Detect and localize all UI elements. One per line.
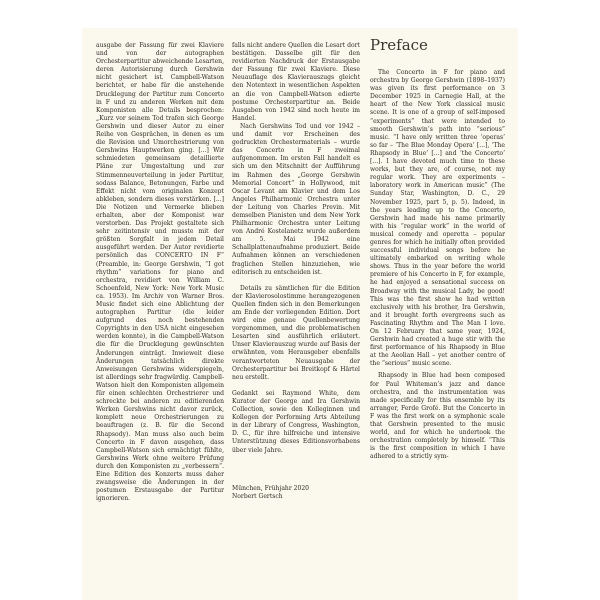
- signature-name: Norbert Gertsch: [232, 492, 283, 500]
- paragraph: falls nicht andere Quellen die Lesart dort bestätigen. Dasselbe gilt für den revidierten Nachdruck der Erstausgabe der Fassung für zwei Klaviere. Diese Neuauflage des Klavierauszugs gleicht den Notentext in wesentlichen Aspekten an die von Campbell-Watson edierte postume Orchesterpartitur an. Beide Ausgaben von 1942 sind noch heute im Handel.: [232, 42, 360, 122]
- book-page: [82, 28, 518, 600]
- paragraph: The Concerto in F for piano and orchestra by George Gershwin (1898–1937) was given its first performance on 3 December 1925 in Carnegie Hall, at the heart of the New York classical music scene. It is one of a group of self-imposed “experiments” that were intended to smooth Gershwin’s path into “serious” music. “I have only written three ‘operas’ so far – ‘The Blue Monday Opera’ [...], ‘The Rhapsody in Blue’ [...] and ‘the Concerto’ [...]. I have devoted much time to these works, but they are, of course, not my regular work. They are experiments – laboratory work in American music” (The Sunday Star, Washington, D. C., 29 November 1925, part 5, p. 5). Indeed, in the years leading up to the Concerto, Gershwin had made his name primarily with his “regular work” in the world of musical comedy and operetta – popular genres for which he initially often provided successful individual songs before he ultimately embarked on writing whole shows. Thus in the year before the world premiere of his Concerto in F, for example, he had enjoyed a sensational success on Broadway with the musical Lady, be good! This was the first show he had written exclusively with his brother, Ira Gershwin, and it brought forth evergreens such as Fascinating Rhythm and The Man I love. On 12 February that same year, 1924, Gershwin had created a huge stir with the first performance of his Rhapsody in Blue at the Aeolian Hall – yet another centre of the “serious” music scene.: [370, 69, 505, 368]
- page-title: Preface: [370, 36, 428, 54]
- signature-place-date: München, Frühjahr 2020: [232, 484, 310, 492]
- paragraph: Rhapsody in Blue had been composed for Paul Whiteman’s jazz and dance orchestra, and the instrumentation was made specifically for this ensemble by its arranger, Ferde Grofé. But the Concerto in F was the first work on a symphonic scale that Gershwin presented to the music world, and for which he undertook the orchestration completely by himself. “This is the first composition in which I have adhered to a strictly sym-: [370, 372, 505, 461]
- middle-text-column: [232, 42, 360, 501]
- paragraph: ausgabe der Fassung für zwei Klaviere und von der autographen Orchesterpartitur abweichende Lesarten, deren Autorisierung durch Gershwin nicht gesichert ist. Campbell-Watson berichtet, er habe für die anstehende Drucklegung der Partitur zum Concerto in F und zu anderen Werken mit dem Komponisten alle Details besprochen: „Kurz vor seinem Tod trafen sich George Gershwin und dieser Autor zu einer Reihe von Gesprächen, in denen es um die Revision und Umorchestrierung von Gershwins Hauptwerken ging. [...] Wir schmiedeten gemeinsam detaillierte Pläne zur Umgestaltung und zur Stimmenneuverteilung in jeder Partitur, sodass Balance, Betonungen, Farbe und Effekt nicht vom originalen Konzept abkleben, sondern dieses verstärken. [...] Die Notizen und Vermerke blieben erhalten, aber der Komponist war verstorben. Das Projekt gestaltete sich sehr zeitintensiv und musste mit der größten Sorgfalt in jedem Detail ausgeführt werden. Der Autor revidierte persönlich das CONCERTO IN F“ (Preamble, in: George Gershwin, “I got rhythm” variations for piano and orchestra, revidiert von William C. Schoenfeld, New York: New York Music ca. 1953). Im Archiv von Warner Bros. Music findet sich eine Ablichtung der autographen Partitur (die leider aufgrund des noch bestehenden Copyrights in den USA nicht eingesehen werden konnte), in die Campbell-Watson die für die Drucklegung gewünschten Änderungen einträgt. Inwieweit diese Änderungen tatsächlich direkte Anweisungen Gershwins widerspiegeln, ist allerdings sehr fragwürdig. Campbell-Watson hielt den Komponisten allgemein für einen schlechten Orchestrierer und schreckte bei anderen zu editierenden Werken Gershwins nicht davor zurück, komplett neue Orchestrierungen zu beauftragen (z. B. für die Second Rhapsody). Man muss also auch beim Concerto in F davon ausgehen, dass Campbell-Watson sich ermächtigt fühlte, Gershwins Werk ohne weitere Prüfung durch den Komponisten zu „verbessern“. Eine Edition des Konzerts muss daher zwangsweise die Änderungen in der postumen Erstausgabe der Partitur ignorieren.: [96, 42, 224, 503]
- right-text-column: [370, 69, 505, 462]
- paragraph: Details zu sämtlichen für die Edition der Klavierosolostimme herangezogenen Quellen finden sich in den Bemerkungen am Ende der vorliegenden Edition. Dort wird eine genaue Quellenbewertung vorgenommen, und die problematischen Lesarten sind ausführlich erläutert. Unser Klavierauszug wurde auf Basis der erwähnten, vom Herausgeber ebenfalls verantworteten Neuausgabe der Orchesterpartitur bei Breitkopf & Härtel neu erstellt.: [232, 284, 360, 381]
- acknowledgements-paragraph: Gedankt sei Raymond White, dem Kurator der George and Ira Gershwin Collection, sowie den Kolleginnen und Kollegen der Performing Arts Abteilung in der Library of Congress, Washington, D. C., für ihre hilfreiche und intensive Unterstützung dieses Editionsvorhabens über viele Jahre.: [232, 389, 360, 454]
- paragraph: Nach Gershwins Tod und vor 1942 – und damit vor Erscheinen des gedruckten Orchestermaterials – wurde das Concerto in F zweimal aufgenommen. Im ersten Fall handelt es sich um den Mitschnitt der Aufführung im Rahmen des „George Gershwin Memorial Concert“ in Hollywood, mit Oscar Levant am Klavier und dem Los Angeles Philharmonic Orchestra unter der Leitung von Charles Previn. Mit demselben Pianisten und dem New York Philharmonic Orchestra unter Leitung von André Kostelanetz wurde außerdem am 5. Mai 1942 eine Schallplattenaufnahme produziert. Beide Aufnahmen können an verschiedenen fraglichen Stellen hinzuziehen, wie editorisch zu entscheiden ist.: [232, 122, 360, 276]
- left-text-column: [96, 42, 224, 503]
